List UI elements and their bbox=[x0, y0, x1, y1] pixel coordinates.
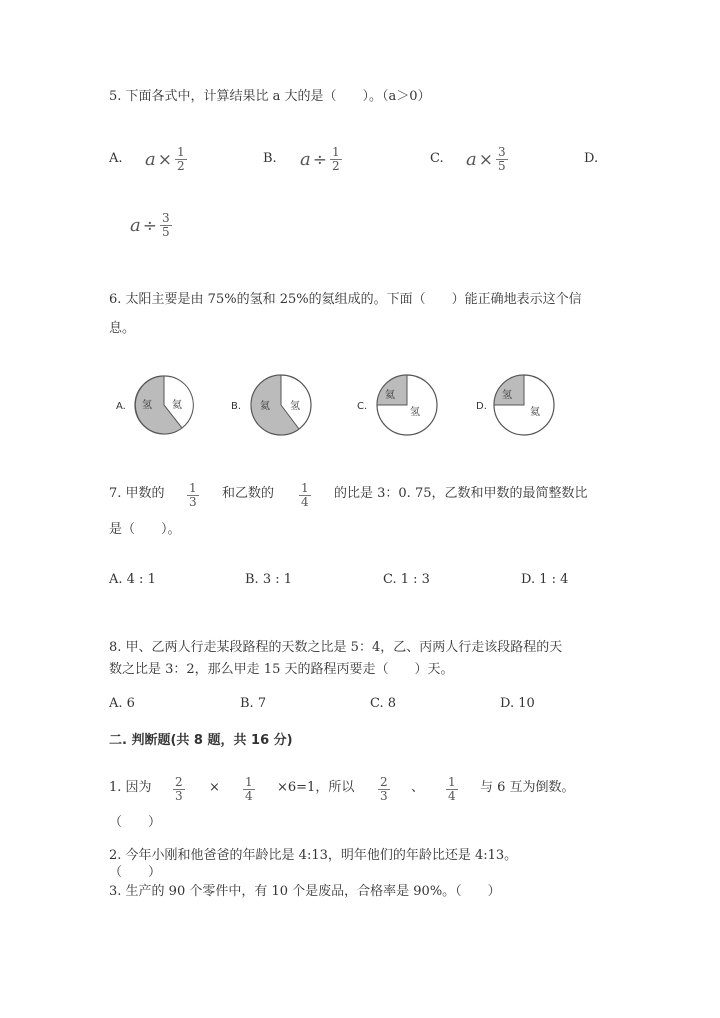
q5-option-d-label: D. bbox=[584, 151, 599, 166]
j1-part2: ×6=1，所以 bbox=[277, 780, 355, 795]
pie-b-white-text: 氢 bbox=[290, 401, 300, 412]
pie-d-label: D. bbox=[476, 401, 487, 412]
j1-fraction-c: $\frac{2}{3}$ bbox=[380, 775, 388, 803]
j1-answer-blank[interactable]: （ ） bbox=[109, 815, 162, 830]
j1-fraction-d: $\frac{1}{4}$ bbox=[448, 775, 456, 803]
pie-a-white-text: 氦 bbox=[172, 400, 182, 411]
j2-text: 2. 今年小刚和他爸爸的年龄比是 4:13，明年他们的年龄比还是 4:13。 bbox=[109, 848, 518, 863]
q5-option-d-expr: a ÷ $\frac{3}{5}$ bbox=[130, 211, 170, 239]
q8-option-d: D. 10 bbox=[500, 696, 535, 711]
q6-stem-line2: 息。 bbox=[109, 321, 136, 336]
q7-line2: 是（ ）。 bbox=[109, 522, 181, 537]
q7-option-c: C. 1 : 3 bbox=[383, 572, 430, 587]
q5-stem: 5. 下面各式中，计算结果比 a 大的是（ ）。（a＞0） bbox=[109, 89, 431, 104]
q7-fraction-2: $\frac{1}{4}$ bbox=[301, 481, 309, 509]
pie-chart-c bbox=[377, 375, 437, 435]
j1-part3: 与 6 互为倒数。 bbox=[480, 780, 575, 795]
q7-option-d: D. 1 : 4 bbox=[521, 572, 569, 587]
q7-part2: 和乙数的 bbox=[222, 486, 275, 501]
j2-answer-blank[interactable]: （ ） bbox=[109, 865, 162, 880]
q5-option-a-expr: a × $\frac{1}{2}$ bbox=[145, 145, 185, 173]
pie-a-label: A. bbox=[116, 401, 126, 412]
pie-c-white-text: 氢 bbox=[410, 407, 420, 418]
pie-d-white-text: 氦 bbox=[530, 407, 540, 418]
q6-pie-options bbox=[100, 370, 580, 440]
j1-part1: 1. 因为 bbox=[109, 780, 152, 795]
q7-part1: 7. 甲数的 bbox=[109, 486, 165, 501]
j1-separator: 、 bbox=[411, 780, 425, 795]
q8-option-c: C. 8 bbox=[370, 696, 397, 711]
j1-fraction-a: $\frac{2}{3}$ bbox=[175, 775, 183, 803]
q7-part3: 的比是 3：0. 75，乙数和甲数的最简整数比 bbox=[334, 486, 588, 501]
section-2-title: 二. 判断题(共 8 题，共 16 分) bbox=[109, 733, 293, 748]
j1-fraction-b: $\frac{1}{4}$ bbox=[245, 775, 253, 803]
j1-times: × bbox=[209, 780, 220, 795]
q8-option-a: A. 6 bbox=[109, 696, 135, 711]
q5-option-a-label: A. bbox=[109, 151, 123, 166]
j3-text: 3. 生产的 90 个零件中，有 10 个是废品，合格率是 90%。（ ） bbox=[109, 884, 501, 899]
q8-option-b: B. 7 bbox=[240, 696, 267, 711]
q5-option-c-expr: a × $\frac{3}{5}$ bbox=[466, 145, 506, 173]
q5-option-b-label: B. bbox=[263, 151, 277, 166]
pie-b-gray-text: 氦 bbox=[260, 401, 270, 412]
q5-option-c-label: C. bbox=[430, 151, 444, 166]
pie-b-label: B. bbox=[231, 401, 242, 412]
q8-line1: 8. 甲、乙两人行走某段路程的天数之比是 5：4，乙、丙两人行走该段路程的天 bbox=[109, 640, 563, 655]
pie-chart-d bbox=[494, 375, 554, 435]
pie-c-label: C. bbox=[357, 401, 368, 412]
pie-d-gray-text: 氢 bbox=[502, 390, 512, 401]
pie-chart-b bbox=[251, 375, 311, 435]
q5-option-b-expr: a ÷ $\frac{1}{2}$ bbox=[300, 145, 340, 173]
q7-option-a: A. 4 : 1 bbox=[109, 572, 156, 587]
pie-chart-a bbox=[135, 376, 193, 434]
pie-a-gray-text: 氢 bbox=[142, 400, 152, 411]
q8-line2: 数之比是 3：2，那么甲走 15 天的路程丙要走（ ）天。 bbox=[109, 662, 454, 677]
pie-c-gray-text: 氦 bbox=[385, 390, 395, 401]
q7-fraction-1: $\frac{1}{3}$ bbox=[189, 481, 197, 509]
q6-stem-line1: 6. 太阳主要是由 75%的氢和 25%的氦组成的。下面（ ）能正确地表示这个信 bbox=[109, 292, 582, 307]
q7-option-b: B. 3 : 1 bbox=[245, 572, 293, 587]
